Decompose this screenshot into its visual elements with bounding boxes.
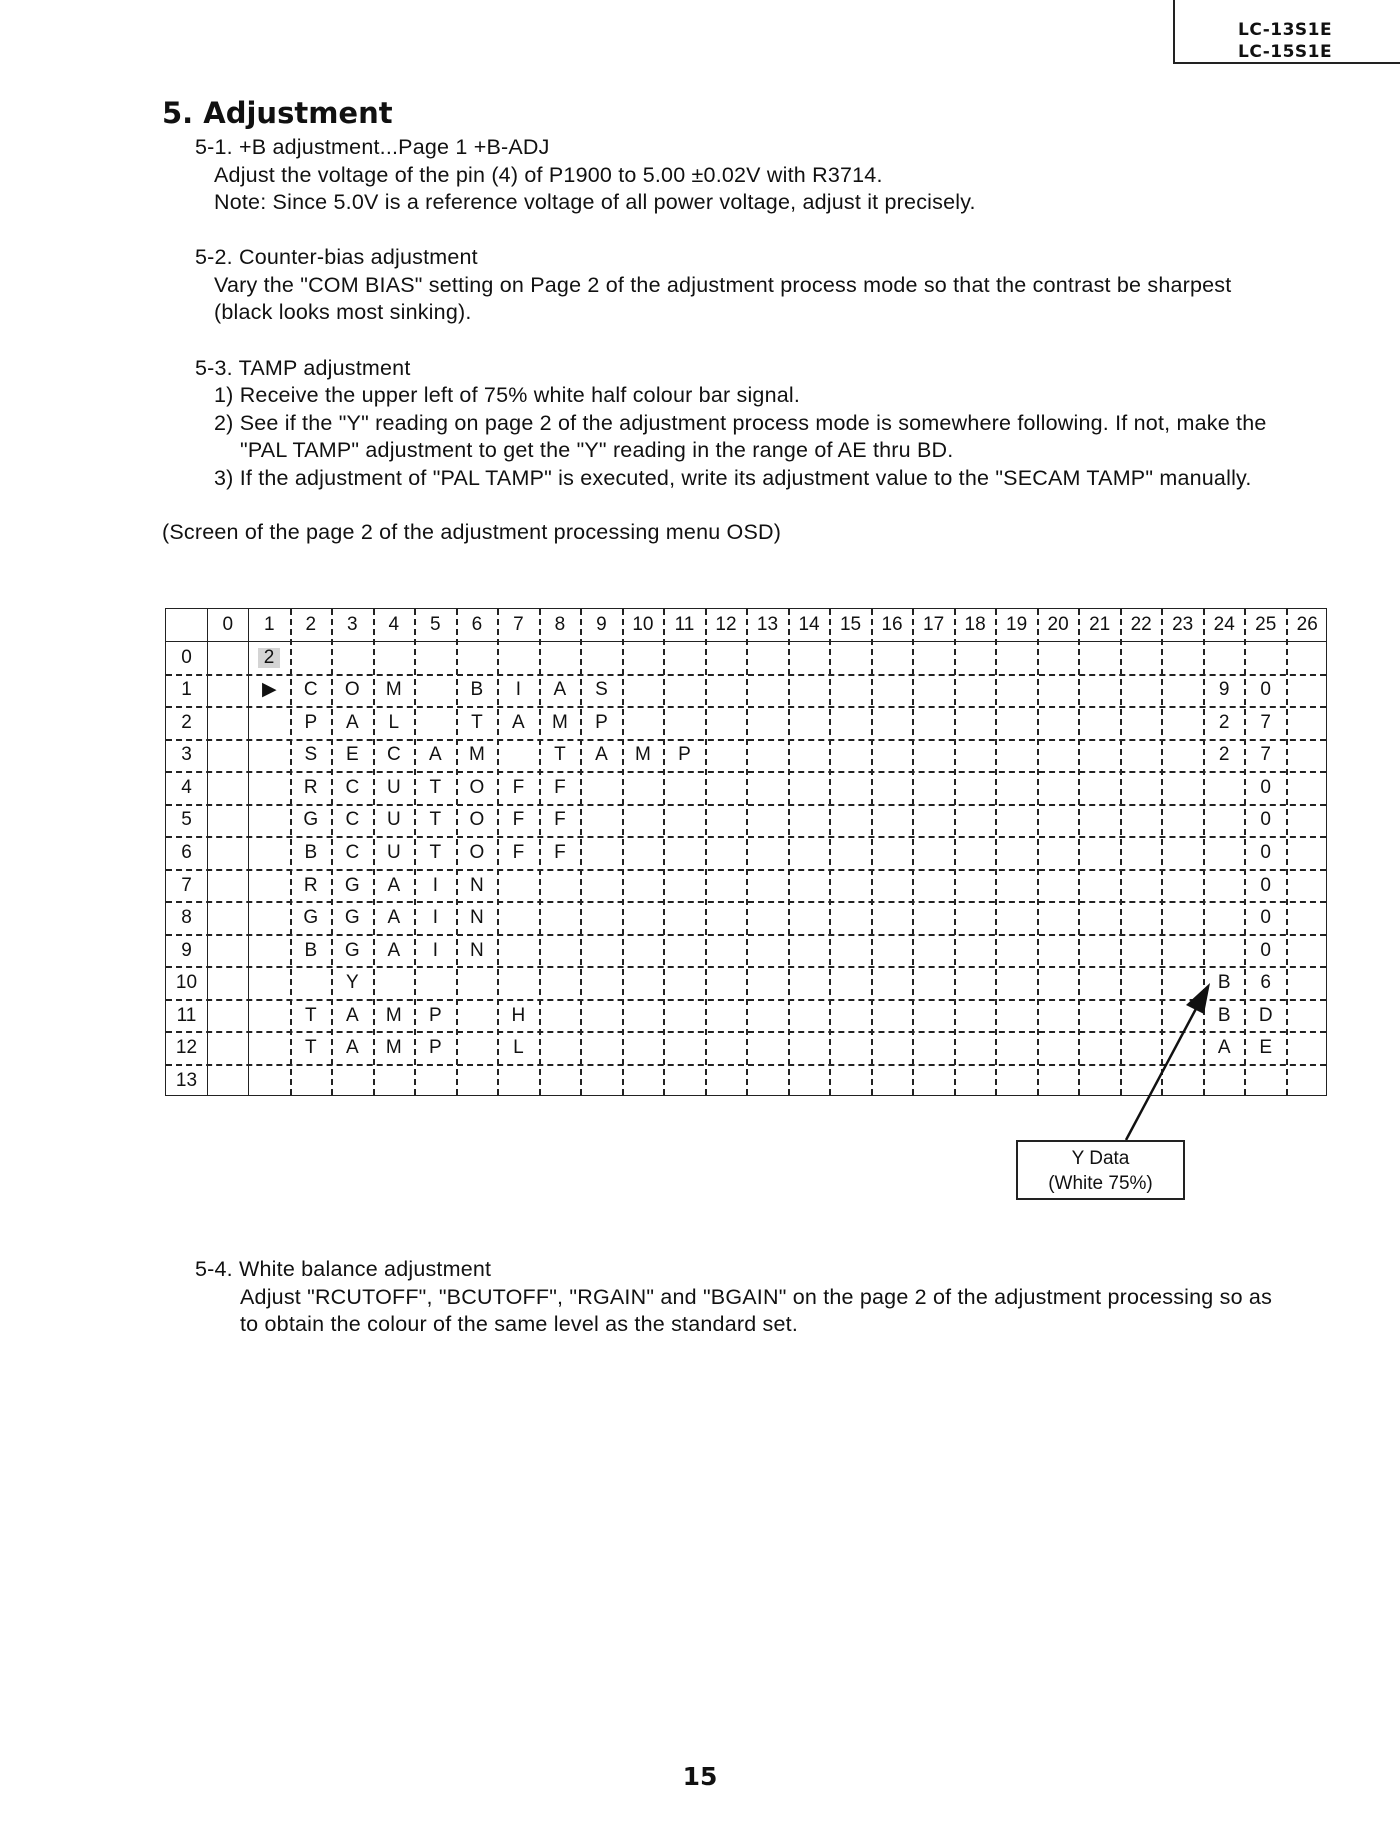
- row-header: 11: [176, 1004, 197, 1026]
- osd-char: D: [1258, 1004, 1273, 1026]
- osd-char: M: [385, 679, 402, 701]
- osd-char: 9: [1218, 679, 1230, 701]
- osd-char: A: [345, 711, 359, 733]
- y-data-callout-box: [1016, 1140, 1185, 1200]
- osd-char: P: [428, 1004, 442, 1026]
- column-header: 9: [596, 614, 607, 636]
- osd-char: C: [303, 679, 318, 701]
- osd-char: N: [470, 939, 484, 961]
- osd-char: T: [429, 842, 442, 863]
- osd-char: 0: [1260, 809, 1271, 831]
- osd-char: G: [303, 907, 319, 929]
- osd-char: L: [388, 711, 400, 733]
- osd-char: T: [554, 744, 566, 766]
- osd-char: F: [554, 842, 566, 863]
- callout-sublabel: (White 75%): [1048, 1173, 1153, 1194]
- column-header: 4: [388, 614, 400, 636]
- column-header: 26: [1296, 614, 1318, 636]
- osd-char: A: [1217, 1037, 1231, 1059]
- osd-char: F: [512, 776, 525, 798]
- osd-char: 0: [1260, 939, 1271, 961]
- paragraph-line: Adjust "RCUTOFF", "BCUTOFF", "RGAIN" and "BGAIN" on the page 2 of the adjustment processing so as: [240, 1285, 1273, 1309]
- row-header: 12: [175, 1037, 198, 1059]
- column-header: 21: [1089, 614, 1111, 636]
- paragraph-line: (black looks most sinking).: [214, 300, 472, 324]
- column-header: 23: [1172, 614, 1194, 636]
- osd-char: A: [345, 1004, 359, 1026]
- column-header: 24: [1213, 614, 1235, 636]
- osd-char: A: [387, 907, 401, 929]
- osd-char: C: [345, 809, 360, 831]
- osd-char: M: [635, 744, 651, 766]
- osd-char: Y: [345, 972, 359, 994]
- column-header: 18: [964, 614, 986, 636]
- osd-char: U: [386, 842, 401, 863]
- osd-char: O: [469, 776, 485, 798]
- osd-char: B: [304, 842, 318, 863]
- osd-char: A: [345, 1037, 359, 1059]
- osd-char: G: [344, 874, 360, 896]
- osd-char: R: [303, 874, 318, 896]
- osd-char: F: [512, 842, 525, 863]
- osd-char: 6: [1260, 972, 1271, 994]
- osd-char: I: [432, 907, 438, 929]
- osd-char: G: [344, 939, 360, 961]
- osd-char: B: [1217, 1004, 1231, 1026]
- list-item: 1) Receive the upper left of 75% white half colour bar signal.: [214, 383, 801, 407]
- osd-char: 0: [1260, 679, 1271, 701]
- osd-char: M: [468, 744, 485, 766]
- osd-char: 7: [1260, 711, 1271, 733]
- osd-char: A: [595, 744, 608, 766]
- column-header: 12: [715, 614, 737, 636]
- osd-char: N: [470, 874, 484, 896]
- osd-char: 0: [1260, 776, 1271, 798]
- list-item: 3) If the adjustment of "PAL TAMP" is executed, write its adjustment value to the "SECAM TAMP" manually.: [214, 466, 1252, 490]
- row-header: 6: [181, 842, 192, 863]
- paragraph-line: Vary the "COM BIAS" setting on Page 2 of the adjustment process mode so that the contrast be sharpest: [214, 273, 1232, 297]
- model-number-1: LC-13S1E: [1238, 20, 1333, 40]
- osd-char: 0: [1260, 874, 1271, 896]
- osd-char: T: [471, 711, 483, 733]
- osd-char: P: [428, 1037, 442, 1059]
- osd-char: I: [432, 939, 438, 961]
- osd-char: U: [386, 776, 401, 798]
- osd-char: C: [386, 744, 401, 766]
- osd-char: M: [385, 1037, 402, 1059]
- osd-caption: (Screen of the page 2 of the adjustment processing menu OSD): [162, 520, 782, 544]
- osd-char: B: [304, 939, 318, 961]
- row-header: 2: [181, 711, 192, 733]
- column-header: 25: [1255, 614, 1277, 636]
- column-header: 2: [305, 614, 317, 636]
- paragraph-line: Note: Since 5.0V is a reference voltage of all power voltage, adjust it precisely.: [214, 190, 976, 214]
- column-header: 14: [798, 614, 820, 636]
- paragraph-line: Adjust the voltage of the pin (4) of P1900 to 5.00 ±0.02V with R3714.: [214, 163, 883, 187]
- column-header: 19: [1006, 614, 1028, 636]
- column-header: 16: [881, 614, 903, 636]
- osd-char: 0: [1260, 907, 1271, 929]
- model-number-2: LC-15S1E: [1238, 42, 1333, 62]
- osd-char: I: [432, 874, 438, 896]
- column-header: 13: [756, 614, 779, 636]
- column-header: 20: [1047, 614, 1069, 636]
- osd-char: T: [429, 809, 442, 831]
- column-header: 17: [923, 614, 945, 636]
- osd-char: P: [595, 711, 608, 733]
- osd-char: I: [515, 679, 522, 701]
- osd-char: G: [344, 907, 360, 929]
- osd-char: F: [554, 809, 566, 831]
- osd-char: N: [470, 907, 484, 929]
- column-header: 5: [430, 614, 441, 636]
- row-header: 3: [181, 744, 192, 766]
- osd-char: G: [303, 809, 319, 831]
- osd-char: A: [387, 874, 401, 896]
- column-header: 22: [1130, 614, 1152, 636]
- column-header: 0: [222, 614, 234, 636]
- row-header: 8: [181, 907, 192, 929]
- row-header: 4: [181, 776, 192, 798]
- osd-char: B: [470, 679, 484, 701]
- callout-label: Y Data: [1071, 1148, 1130, 1169]
- osd-char: T: [304, 1037, 317, 1059]
- column-header: 10: [632, 614, 654, 636]
- osd-char: H: [511, 1004, 526, 1026]
- osd-char: E: [1259, 1037, 1273, 1059]
- osd-char: O: [469, 809, 485, 831]
- osd-char: 7: [1260, 744, 1271, 766]
- osd-char: M: [551, 711, 568, 733]
- osd-char: S: [595, 679, 608, 701]
- osd-char: M: [385, 1004, 402, 1026]
- osd-char: B: [1217, 972, 1231, 994]
- column-header: 8: [554, 614, 566, 636]
- column-header: 6: [471, 614, 483, 636]
- osd-char: T: [429, 776, 442, 798]
- osd-char: 2: [258, 648, 281, 668]
- list-item-continuation: "PAL TAMP" adjustment to get the "Y" reading in the range of AE thru BD.: [240, 438, 954, 462]
- row-header: 13: [175, 1069, 198, 1091]
- osd-char: E: [345, 744, 359, 766]
- list-item: 2) See if the "Y" reading on page 2 of the adjustment process mode is somewhere following. If not, make the: [214, 411, 1267, 435]
- column-header: 7: [513, 614, 524, 636]
- page-number: 15: [682, 1762, 718, 1791]
- row-header: 10: [175, 972, 198, 994]
- row-header: 0: [181, 646, 192, 668]
- osd-char: 2: [1218, 744, 1230, 766]
- osd-char: O: [344, 679, 360, 701]
- osd-char: C: [345, 776, 360, 798]
- subsection-5-2-heading: 5-2. Counter-bias adjustment: [195, 245, 478, 269]
- paragraph-line: to obtain the colour of the same level as the standard set.: [240, 1312, 798, 1336]
- section-title: 5. Adjustment: [162, 96, 393, 130]
- osd-char: L: [513, 1037, 524, 1059]
- row-header: 1: [181, 679, 192, 701]
- osd-char: 2: [1218, 711, 1230, 733]
- osd-char: O: [469, 842, 485, 863]
- row-header: 9: [181, 939, 192, 961]
- row-header: 7: [181, 874, 192, 896]
- column-header: 3: [347, 614, 358, 636]
- subsection-5-4-heading: 5-4. White balance adjustment: [195, 1257, 492, 1281]
- column-header: 15: [839, 614, 862, 636]
- subsection-5-1-heading: 5-1. +B adjustment...Page 1 +B-ADJ: [195, 135, 550, 159]
- osd-char: T: [304, 1004, 317, 1026]
- osd-char: P: [304, 711, 318, 733]
- subsection-5-3-heading: 5-3. TAMP adjustment: [195, 356, 411, 380]
- osd-char: P: [678, 744, 691, 766]
- osd-char: A: [428, 744, 442, 766]
- osd-char: U: [386, 809, 401, 831]
- osd-char: F: [554, 776, 566, 798]
- column-header: 1: [263, 614, 275, 636]
- osd-char: A: [553, 679, 567, 701]
- osd-char: R: [303, 776, 318, 798]
- osd-char: C: [345, 842, 360, 863]
- osd-char: A: [512, 711, 525, 733]
- column-header: 11: [674, 614, 695, 636]
- osd-char: A: [387, 939, 401, 961]
- row-header: 5: [181, 809, 192, 831]
- osd-char: S: [304, 744, 318, 766]
- osd-char: 0: [1260, 842, 1271, 863]
- cursor-arrow-icon: ▶: [261, 679, 277, 701]
- osd-char: F: [512, 809, 525, 831]
